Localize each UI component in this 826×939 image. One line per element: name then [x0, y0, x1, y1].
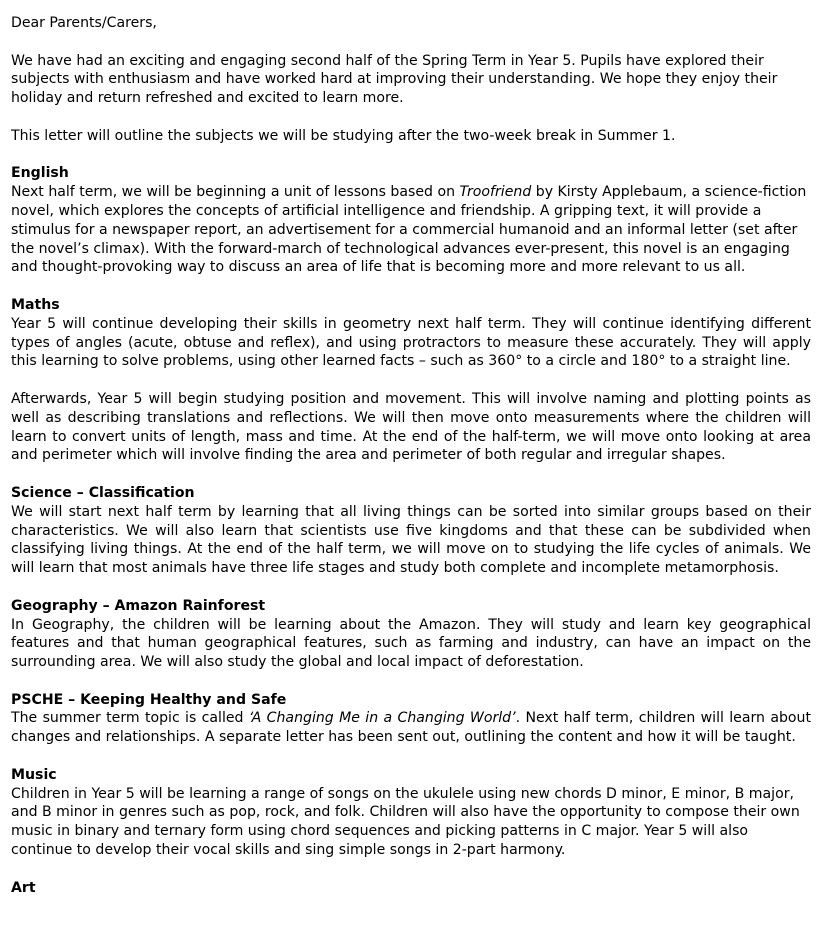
intro-paragraph: We have had an exciting and engaging second half of the Spring Term in Year 5. Pupils have explored their subjects with enthusiasm and have worked hard at improving their understanding. We hope they enjoy their holiday and return refreshed and excited to learn more. [11, 52, 778, 107]
psche-heading: PSCHE – Keeping Healthy and Safe [11, 691, 287, 708]
book-title: Troofriend [459, 184, 532, 201]
maths-section [11, 296, 811, 371]
english-text-after: by Kirsty Applebaum, a science-fiction novel, which explores the concepts of artificial intelligence and friendship. A gripping text, it will provide a stimulus for a newspaper report, an advertisement for a commercial humanoid and an informal letter (set after the novel’s climax). With the forward-march of technological advances ever-present, this novel is an engaging and thought-provoking way to discuss an area of life that is becoming more and more relevant to us all. [11, 184, 807, 276]
psche-text-after: . Next half term, children will learn about changes and relationships. A separate letter has been sent out, outlining the content and how it will be taught. [11, 710, 811, 746]
psche-topic-title: ‘A Changing Me in a Changing World’ [248, 710, 516, 727]
art-section [11, 879, 811, 898]
art-heading: Art [11, 879, 36, 896]
psche-paragraph [11, 709, 811, 747]
letter-document [11, 14, 811, 916]
geography-section [11, 597, 811, 672]
maths-section-continued [11, 390, 811, 465]
music-paragraph: Children in Year 5 will be learning a range of songs on the ukulele using new chords D minor, E minor, B major, and B minor in genres such as pop, rock, and folk. Children will also have the opportunity to compose their own music in binary and ternary form using chord sequences and picking patterns in C major. Year 5 will also continue to develop their vocal skills and sing simple songs in 2-part harmony. [11, 785, 800, 859]
geography-heading: Geography – Amazon Rainforest [11, 597, 266, 614]
psche-text-before: The summer term topic is called [11, 710, 249, 727]
maths-heading: Maths [11, 296, 60, 313]
psche-section [11, 691, 811, 747]
science-section [11, 484, 811, 578]
english-text-before: Next half term, we will be beginning a unit of lessons based on [11, 184, 460, 201]
science-heading: Science – Classification [11, 484, 195, 501]
science-paragraph: We will start next half term by learning that all living things can be sorted into similar groups based on their characteristics. We will also learn that scientists use five kingdoms and that these can be subdivided when classifying living things. At the end of the half term, we will move on to studying the life cycles of animals. We will learn that most animals have three life stages and study both complete and incomplete metamorphosis. [11, 503, 811, 577]
english-paragraph [11, 183, 811, 277]
music-section [11, 766, 811, 860]
maths-paragraph-2: Afterwards, Year 5 will begin studying position and movement. This will involve naming and plotting points as well as describing translations and reflections. We will then move onto measurements where the children will learn to convert units of length, mass and time. At the end of the half-term, we will move onto looking at area and perimeter which will involve finding the area and perimeter of both regular and irregular shapes. [11, 390, 811, 464]
greeting: Dear Parents/Carers, [11, 15, 157, 31]
english-section [11, 164, 811, 277]
geography-paragraph: In Geography, the children will be learning about the Amazon. They will study and learn key geographical features and that human geographical features, such as farming and industry, can have an impact on the surrounding area. We will also study the global and local impact of deforestation. [11, 616, 811, 671]
english-heading: English [11, 165, 69, 182]
music-heading: Music [11, 766, 57, 783]
outline-paragraph: This letter will outline the subjects we will be studying after the two-week break in Summer 1. [11, 127, 676, 144]
maths-paragraph-1: Year 5 will continue developing their skills in geometry next half term. They will continue identifying different types of angles (acute, obtuse and reflex), and using protractors to measure these accurately. They will apply this learning to solve problems, using other learned facts – such as 360° to a circle and 180° to a straight line. [11, 315, 811, 370]
